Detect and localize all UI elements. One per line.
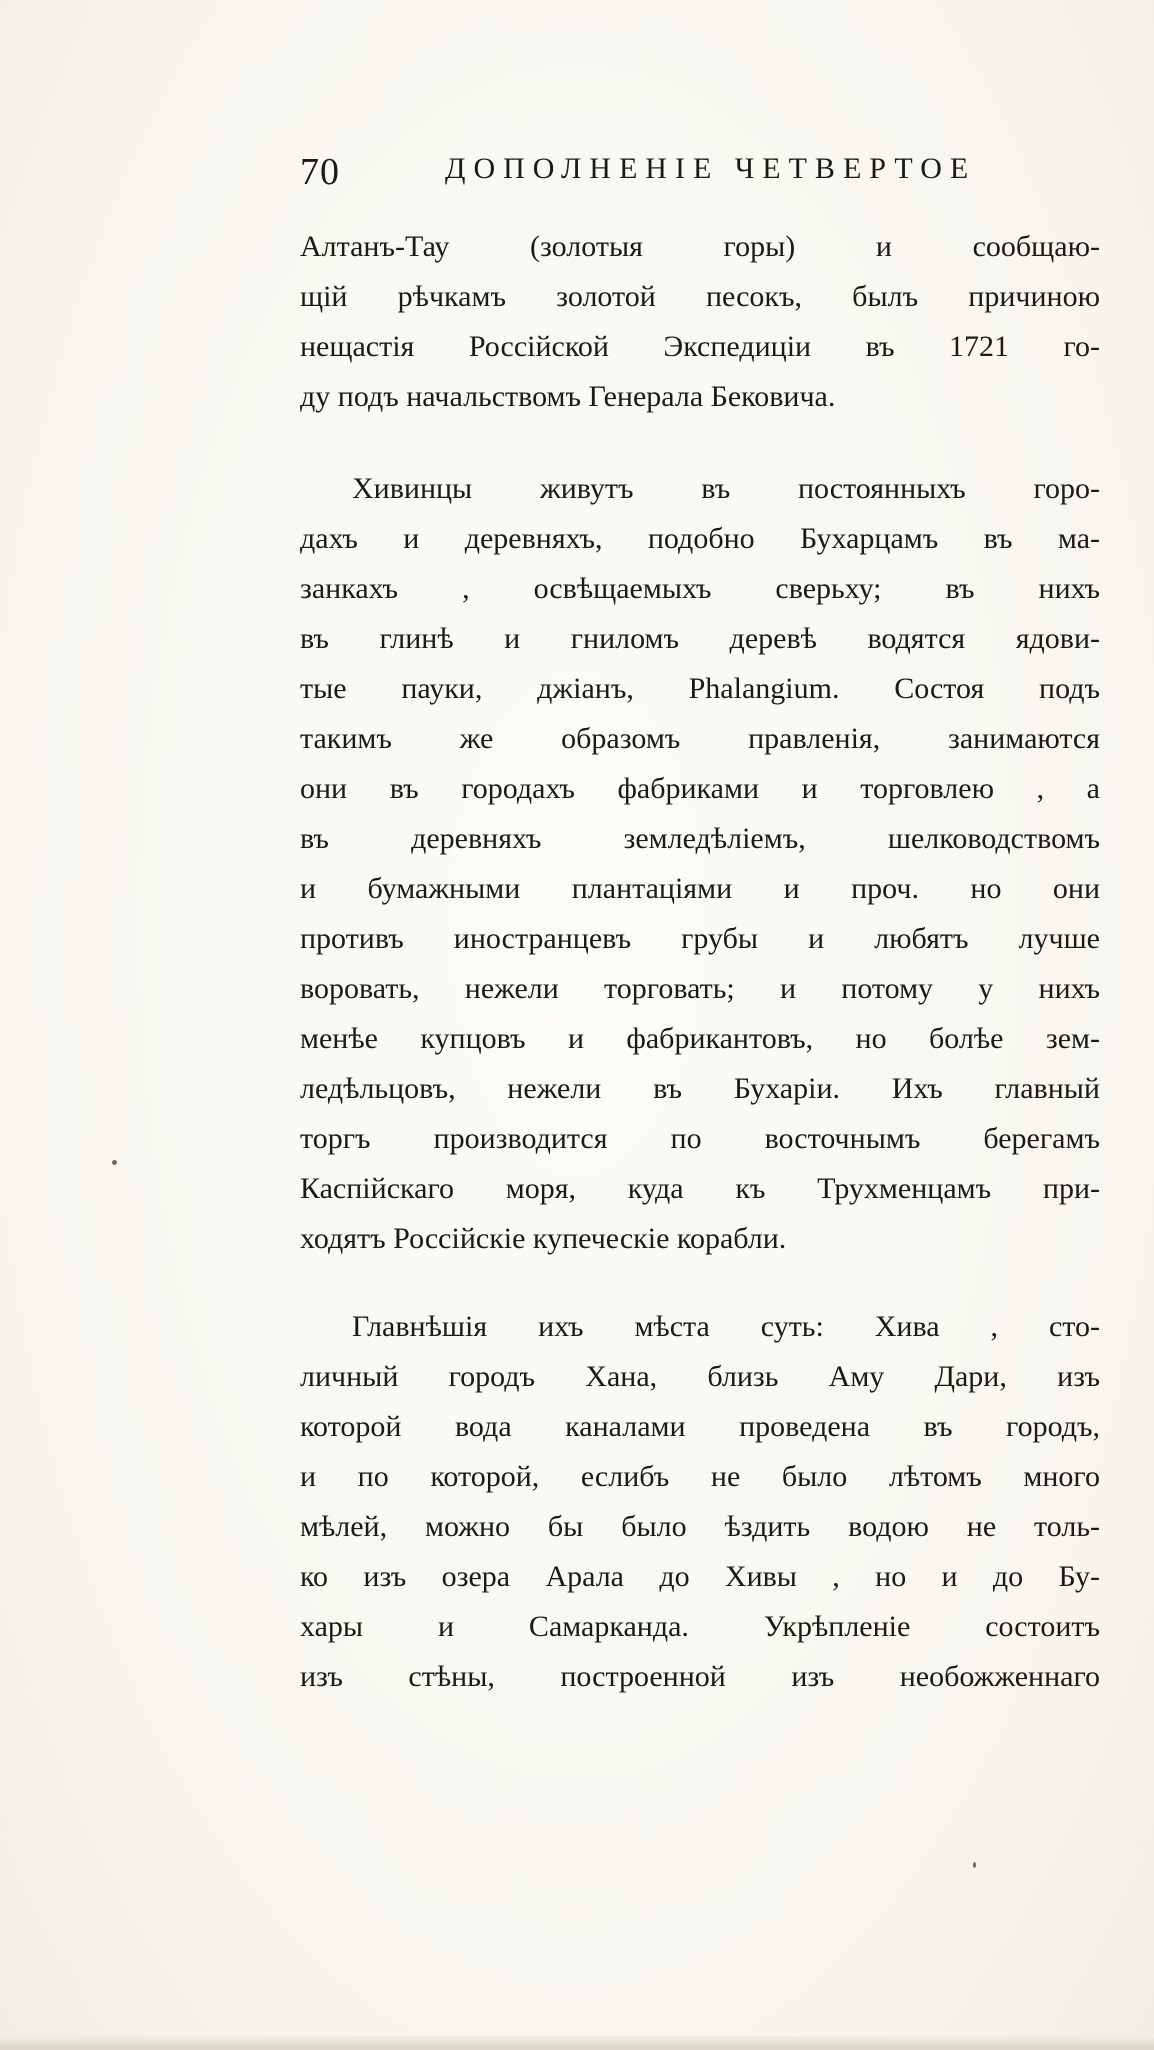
text-line: въ глинѣ и гниломъ деревѣ водятся ядови- bbox=[300, 622, 1100, 655]
text-line: въ деревняхъ земледѣліемъ, шелководствомъ bbox=[300, 822, 1100, 855]
text-line: они въ городахъ фабриками и торговлею , а bbox=[300, 772, 1100, 805]
paper-speck bbox=[973, 1862, 976, 1868]
text-line: такимъ же образомъ правленія, занимаются bbox=[300, 722, 1100, 755]
text-line: мѣлей, можно бы было ѣздить водою не толь- bbox=[300, 1510, 1100, 1543]
text-line: и по которой, еслибъ не было лѣтомъ много bbox=[300, 1460, 1100, 1493]
text-line: щій рѣчкамъ золотой песокъ, былъ причиною bbox=[300, 280, 1100, 313]
text-line: Алтанъ-Тау (золотыя горы) и сообщаю- bbox=[300, 230, 1100, 263]
text-line: противъ иностранцевъ грубы и любятъ лучше bbox=[300, 922, 1100, 955]
paragraph-spacer bbox=[300, 422, 1100, 464]
page-number: 70 bbox=[300, 151, 340, 193]
text-line: дахъ и деревняхъ, подобно Бухарцамъ въ ма- bbox=[300, 522, 1100, 555]
text-line: личный городъ Хана, близь Аму Дари, изъ bbox=[300, 1360, 1100, 1393]
text-line: ходятъ Россійскіе купеческіе корабли. bbox=[300, 1222, 787, 1255]
body-text bbox=[300, 222, 1100, 1702]
paragraph bbox=[300, 1302, 1100, 1702]
text-line: торгъ производится по восточнымъ берегамъ bbox=[300, 1122, 1100, 1155]
text-line: Хивинцы живутъ въ постоянныхъ горо- bbox=[352, 472, 1100, 505]
paragraph bbox=[300, 464, 1100, 1264]
text-line: Каспійскаго моря, куда къ Трухменцамъ при- bbox=[300, 1172, 1100, 1205]
text-line: занкахъ , освѣщаемыхъ сверьху; въ нихъ bbox=[300, 572, 1100, 605]
paragraph-spacer bbox=[300, 1264, 1100, 1302]
text-line: воровать, нежели торговать; и потому у нихъ bbox=[300, 972, 1100, 1005]
text-line: ду подъ начальствомъ Генерала Бековича. bbox=[300, 380, 836, 413]
text-line: нещастія Россійской Экспедиціи въ 1721 го- bbox=[300, 330, 1100, 363]
paper-speck bbox=[112, 1160, 117, 1165]
text-line: ледѣльцовъ, нежели въ Бухаріи. Ихъ главный bbox=[300, 1072, 1100, 1105]
text-line: тые пауки, джіанъ, Phalangium. Состоя подъ bbox=[300, 672, 1100, 705]
paragraph bbox=[300, 222, 1100, 422]
text-line: менѣе купцовъ и фабрикантовъ, но болѣе зем- bbox=[300, 1022, 1100, 1055]
running-head: ДОПОЛНЕНІЕ ЧЕТВЕРТОЕ bbox=[445, 152, 977, 185]
text-line: изъ стѣны, построенной изъ необожженнаго bbox=[300, 1660, 1100, 1693]
page-bottom-edge bbox=[0, 2036, 1154, 2050]
text-line: Главнѣшія ихъ мѣста суть: Хива , сто- bbox=[352, 1310, 1100, 1343]
text-line: которой вода каналами проведена въ городъ, bbox=[300, 1410, 1100, 1443]
page-header bbox=[300, 150, 977, 193]
text-line: хары и Самарканда. Укрѣпленіе состоитъ bbox=[300, 1610, 1100, 1643]
text-line: и бумажными плантаціями и проч. но они bbox=[300, 872, 1100, 905]
text-line: ко изъ озера Арала до Хивы , но и до Бу- bbox=[300, 1560, 1100, 1593]
